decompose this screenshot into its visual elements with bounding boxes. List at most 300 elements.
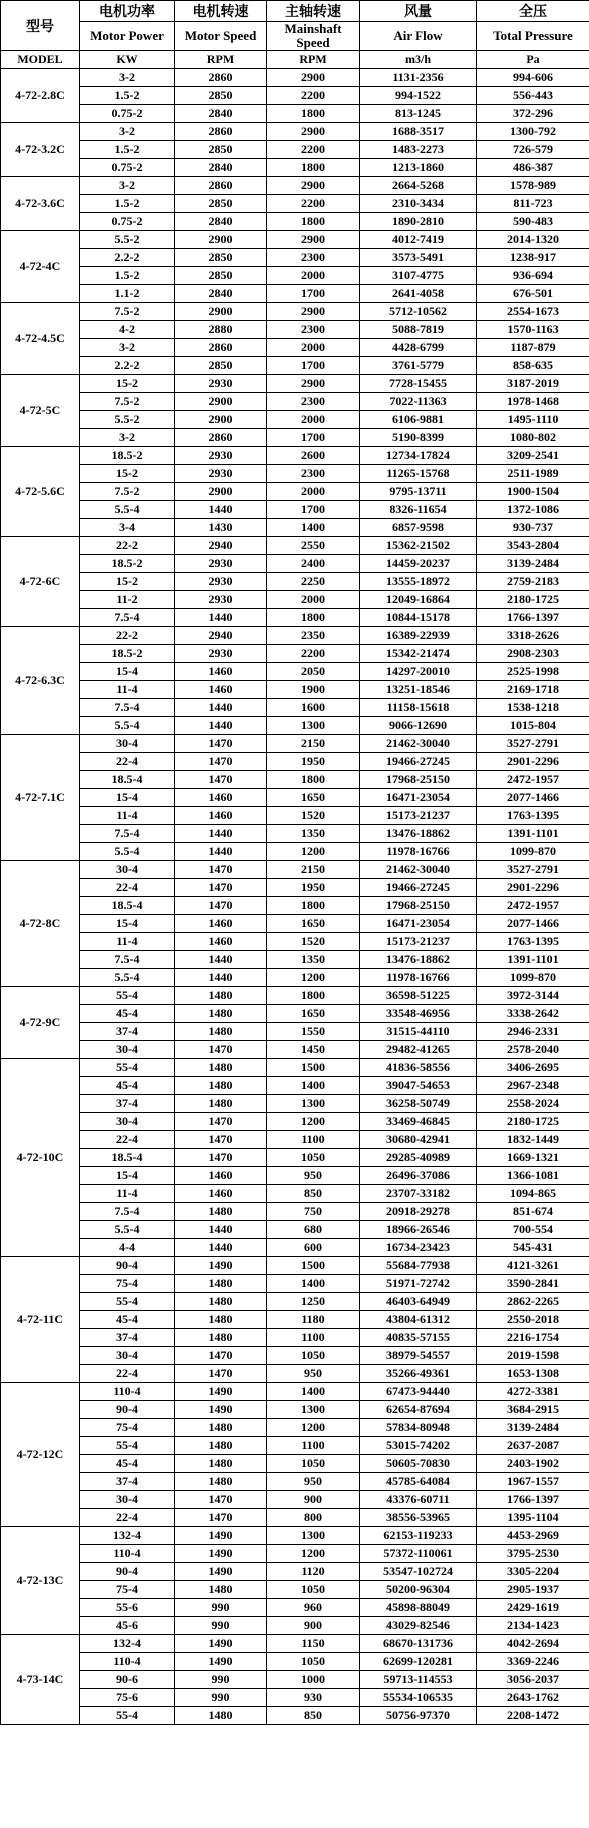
motor-speed-cell: 2860 bbox=[175, 429, 267, 447]
model-header-en: MODEL bbox=[1, 51, 80, 69]
mainshaft-speed-unit: RPM bbox=[267, 51, 360, 69]
total-pressure-cell: 3795-2530 bbox=[477, 1545, 589, 1563]
model-cell: 4-73-14C bbox=[1, 1635, 80, 1725]
air-flow-cell: 2310-3434 bbox=[360, 195, 477, 213]
mainshaft-speed-cell: 1800 bbox=[267, 897, 360, 915]
air-flow-cell: 43376-60711 bbox=[360, 1491, 477, 1509]
motor-power-cell: 18.5-4 bbox=[80, 1149, 175, 1167]
motor-power-cell: 18.5-2 bbox=[80, 645, 175, 663]
air-flow-cell: 6857-9598 bbox=[360, 519, 477, 537]
mainshaft-speed-cell: 950 bbox=[267, 1167, 360, 1185]
motor-power-cell: 15-4 bbox=[80, 915, 175, 933]
motor-speed-header-cn: 电机转速 bbox=[175, 1, 267, 22]
air-flow-cell: 21462-30040 bbox=[360, 861, 477, 879]
air-flow-cell: 11978-16766 bbox=[360, 969, 477, 987]
total-pressure-cell: 2558-2024 bbox=[477, 1095, 589, 1113]
motor-power-cell: 30-4 bbox=[80, 861, 175, 879]
air-flow-cell: 41836-58556 bbox=[360, 1059, 477, 1077]
table-body bbox=[1, 69, 589, 1725]
air-flow-cell: 5712-10562 bbox=[360, 303, 477, 321]
mainshaft-speed-cell: 2400 bbox=[267, 555, 360, 573]
total-pressure-cell: 1395-1104 bbox=[477, 1509, 589, 1527]
model-cell: 4-72-3.2C bbox=[1, 123, 80, 177]
table-row bbox=[1, 753, 589, 771]
table-row bbox=[1, 1617, 589, 1635]
model-cell: 4-72-6C bbox=[1, 537, 80, 627]
mainshaft-speed-cell: 800 bbox=[267, 1509, 360, 1527]
air-flow-cell: 55684-77938 bbox=[360, 1257, 477, 1275]
mainshaft-speed-cell: 680 bbox=[267, 1221, 360, 1239]
air-flow-cell: 14459-20237 bbox=[360, 555, 477, 573]
table-row bbox=[1, 825, 589, 843]
motor-power-cell: 4-4 bbox=[80, 1239, 175, 1257]
motor-speed-cell: 2930 bbox=[175, 375, 267, 393]
table-row bbox=[1, 1041, 589, 1059]
air-flow-cell: 29482-41265 bbox=[360, 1041, 477, 1059]
total-pressure-cell: 1763-1395 bbox=[477, 807, 589, 825]
motor-speed-cell: 2850 bbox=[175, 141, 267, 159]
air-flow-cell: 53547-102724 bbox=[360, 1563, 477, 1581]
air-flow-cell: 11265-15768 bbox=[360, 465, 477, 483]
motor-power-cell: 75-4 bbox=[80, 1419, 175, 1437]
motor-power-cell: 22-2 bbox=[80, 627, 175, 645]
total-pressure-cell: 3056-2037 bbox=[477, 1671, 589, 1689]
mainshaft-speed-cell: 1800 bbox=[267, 987, 360, 1005]
table-row bbox=[1, 1365, 589, 1383]
air-flow-cell: 36258-50749 bbox=[360, 1095, 477, 1113]
table-row bbox=[1, 267, 589, 285]
total-pressure-cell: 2216-1754 bbox=[477, 1329, 589, 1347]
motor-speed-cell: 990 bbox=[175, 1689, 267, 1707]
motor-speed-cell: 1460 bbox=[175, 915, 267, 933]
motor-power-cell: 0.75-2 bbox=[80, 105, 175, 123]
mainshaft-speed-cell: 1400 bbox=[267, 1275, 360, 1293]
table-row bbox=[1, 1545, 589, 1563]
total-pressure-cell: 2901-2296 bbox=[477, 753, 589, 771]
motor-speed-cell: 1460 bbox=[175, 681, 267, 699]
motor-speed-cell: 1470 bbox=[175, 1041, 267, 1059]
air-flow-cell: 4428-6799 bbox=[360, 339, 477, 357]
motor-power-cell: 37-4 bbox=[80, 1095, 175, 1113]
total-pressure-cell: 2429-1619 bbox=[477, 1599, 589, 1617]
mainshaft-speed-cell: 1450 bbox=[267, 1041, 360, 1059]
total-pressure-cell: 2077-1466 bbox=[477, 789, 589, 807]
motor-speed-cell: 1440 bbox=[175, 1239, 267, 1257]
table-row bbox=[1, 843, 589, 861]
table-row bbox=[1, 915, 589, 933]
table-row bbox=[1, 609, 589, 627]
total-pressure-cell: 1080-802 bbox=[477, 429, 589, 447]
motor-speed-cell: 1480 bbox=[175, 1329, 267, 1347]
air-flow-cell: 40835-57155 bbox=[360, 1329, 477, 1347]
table-row bbox=[1, 231, 589, 249]
table-row bbox=[1, 393, 589, 411]
motor-speed-cell: 1460 bbox=[175, 663, 267, 681]
motor-speed-cell: 2900 bbox=[175, 411, 267, 429]
air-flow-cell: 2664-5268 bbox=[360, 177, 477, 195]
air-flow-cell: 9795-13711 bbox=[360, 483, 477, 501]
table-row bbox=[1, 1059, 589, 1077]
mainshaft-speed-cell: 900 bbox=[267, 1617, 360, 1635]
motor-speed-cell: 1490 bbox=[175, 1383, 267, 1401]
mainshaft-speed-cell: 2150 bbox=[267, 861, 360, 879]
motor-speed-cell: 1480 bbox=[175, 1473, 267, 1491]
total-pressure-cell: 1099-870 bbox=[477, 969, 589, 987]
total-pressure-cell: 590-483 bbox=[477, 213, 589, 231]
motor-power-cell: 11-4 bbox=[80, 807, 175, 825]
table-row bbox=[1, 699, 589, 717]
total-pressure-cell: 3305-2204 bbox=[477, 1563, 589, 1581]
air-flow-cell: 38556-53965 bbox=[360, 1509, 477, 1527]
total-pressure-header-cn: 全压 bbox=[477, 1, 589, 22]
table-row bbox=[1, 1401, 589, 1419]
mainshaft-speed-cell: 1800 bbox=[267, 609, 360, 627]
motor-power-cell: 3-2 bbox=[80, 123, 175, 141]
table-row bbox=[1, 1221, 589, 1239]
mainshaft-speed-cell: 2000 bbox=[267, 411, 360, 429]
table-row bbox=[1, 519, 589, 537]
model-cell: 4-72-11C bbox=[1, 1257, 80, 1383]
table-row bbox=[1, 1257, 589, 1275]
motor-power-cell: 45-6 bbox=[80, 1617, 175, 1635]
motor-power-cell: 7.5-4 bbox=[80, 951, 175, 969]
motor-power-cell: 3-2 bbox=[80, 429, 175, 447]
motor-power-cell: 18.5-4 bbox=[80, 897, 175, 915]
motor-power-cell: 15-4 bbox=[80, 789, 175, 807]
motor-speed-cell: 1440 bbox=[175, 969, 267, 987]
motor-speed-cell: 1490 bbox=[175, 1635, 267, 1653]
total-pressure-cell: 1653-1308 bbox=[477, 1365, 589, 1383]
motor-speed-cell: 990 bbox=[175, 1599, 267, 1617]
air-flow-cell: 13476-18862 bbox=[360, 951, 477, 969]
mainshaft-speed-cell: 1800 bbox=[267, 213, 360, 231]
total-pressure-cell: 3369-2246 bbox=[477, 1653, 589, 1671]
motor-power-cell: 22-2 bbox=[80, 537, 175, 555]
total-pressure-cell: 1391-1101 bbox=[477, 825, 589, 843]
motor-speed-cell: 1440 bbox=[175, 825, 267, 843]
table-row bbox=[1, 1653, 589, 1671]
air-flow-cell: 15362-21502 bbox=[360, 537, 477, 555]
total-pressure-cell: 4042-2694 bbox=[477, 1635, 589, 1653]
motor-power-cell: 30-4 bbox=[80, 1113, 175, 1131]
motor-speed-cell: 2850 bbox=[175, 357, 267, 375]
motor-power-cell: 132-4 bbox=[80, 1635, 175, 1653]
motor-power-cell: 110-4 bbox=[80, 1383, 175, 1401]
motor-power-cell: 45-4 bbox=[80, 1005, 175, 1023]
total-pressure-cell: 2525-1998 bbox=[477, 663, 589, 681]
motor-speed-cell: 1440 bbox=[175, 951, 267, 969]
motor-power-cell: 5.5-4 bbox=[80, 717, 175, 735]
motor-power-cell: 5.5-4 bbox=[80, 969, 175, 987]
total-pressure-cell: 3590-2841 bbox=[477, 1275, 589, 1293]
motor-power-cell: 0.75-2 bbox=[80, 213, 175, 231]
table-row bbox=[1, 537, 589, 555]
table-row bbox=[1, 375, 589, 393]
air-flow-cell: 16389-22939 bbox=[360, 627, 477, 645]
mainshaft-speed-cell: 1100 bbox=[267, 1329, 360, 1347]
table-row bbox=[1, 285, 589, 303]
motor-speed-cell: 1470 bbox=[175, 735, 267, 753]
motor-power-cell: 55-6 bbox=[80, 1599, 175, 1617]
motor-power-cell: 11-2 bbox=[80, 591, 175, 609]
table-row bbox=[1, 213, 589, 231]
mainshaft-speed-cell: 1550 bbox=[267, 1023, 360, 1041]
motor-speed-cell: 2900 bbox=[175, 483, 267, 501]
motor-power-cell: 15-2 bbox=[80, 375, 175, 393]
model-cell: 4-72-13C bbox=[1, 1527, 80, 1635]
motor-speed-cell: 1480 bbox=[175, 1077, 267, 1095]
motor-speed-cell: 1470 bbox=[175, 771, 267, 789]
mainshaft-speed-cell: 1650 bbox=[267, 1005, 360, 1023]
total-pressure-cell: 2208-1472 bbox=[477, 1707, 589, 1725]
total-pressure-cell: 1300-792 bbox=[477, 123, 589, 141]
table-row bbox=[1, 951, 589, 969]
total-pressure-unit: Pa bbox=[477, 51, 589, 69]
air-flow-cell: 11978-16766 bbox=[360, 843, 477, 861]
mainshaft-speed-cell: 1700 bbox=[267, 501, 360, 519]
mainshaft-speed-cell: 1050 bbox=[267, 1581, 360, 1599]
motor-speed-cell: 1490 bbox=[175, 1653, 267, 1671]
total-pressure-cell: 1238-917 bbox=[477, 249, 589, 267]
mainshaft-speed-cell: 850 bbox=[267, 1707, 360, 1725]
motor-power-cell: 18.5-2 bbox=[80, 447, 175, 465]
mainshaft-speed-cell: 2050 bbox=[267, 663, 360, 681]
motor-speed-cell: 1460 bbox=[175, 789, 267, 807]
table-row bbox=[1, 123, 589, 141]
mainshaft-speed-cell: 2150 bbox=[267, 735, 360, 753]
air-flow-cell: 33548-46956 bbox=[360, 1005, 477, 1023]
table-row bbox=[1, 663, 589, 681]
motor-power-cell: 1.5-2 bbox=[80, 195, 175, 213]
motor-power-cell: 22-4 bbox=[80, 753, 175, 771]
motor-power-cell: 11-4 bbox=[80, 681, 175, 699]
mainshaft-speed-cell: 1520 bbox=[267, 933, 360, 951]
model-cell: 4-72-3.6C bbox=[1, 177, 80, 231]
motor-speed-cell: 1470 bbox=[175, 897, 267, 915]
motor-speed-cell: 1470 bbox=[175, 1365, 267, 1383]
mainshaft-speed-cell: 1300 bbox=[267, 1527, 360, 1545]
total-pressure-cell: 1366-1081 bbox=[477, 1167, 589, 1185]
motor-speed-cell: 1470 bbox=[175, 1491, 267, 1509]
total-pressure-cell: 2019-1598 bbox=[477, 1347, 589, 1365]
total-pressure-cell: 3684-2915 bbox=[477, 1401, 589, 1419]
total-pressure-cell: 2550-2018 bbox=[477, 1311, 589, 1329]
air-flow-cell: 50605-70830 bbox=[360, 1455, 477, 1473]
motor-power-cell: 3-2 bbox=[80, 339, 175, 357]
air-flow-cell: 67473-94440 bbox=[360, 1383, 477, 1401]
table-row bbox=[1, 69, 589, 87]
total-pressure-cell: 2077-1466 bbox=[477, 915, 589, 933]
motor-speed-cell: 1490 bbox=[175, 1257, 267, 1275]
motor-speed-cell: 1490 bbox=[175, 1545, 267, 1563]
total-pressure-cell: 3527-2791 bbox=[477, 861, 589, 879]
motor-power-cell: 30-4 bbox=[80, 1347, 175, 1365]
total-pressure-cell: 3318-2626 bbox=[477, 627, 589, 645]
motor-power-cell: 55-4 bbox=[80, 1293, 175, 1311]
air-flow-cell: 46403-64949 bbox=[360, 1293, 477, 1311]
total-pressure-cell: 2180-1725 bbox=[477, 1113, 589, 1131]
mainshaft-speed-cell: 930 bbox=[267, 1689, 360, 1707]
air-flow-cell: 17968-25150 bbox=[360, 897, 477, 915]
motor-power-cell: 15-4 bbox=[80, 1167, 175, 1185]
total-pressure-cell: 2472-1957 bbox=[477, 771, 589, 789]
mainshaft-speed-cell: 1200 bbox=[267, 1113, 360, 1131]
motor-speed-cell: 1490 bbox=[175, 1401, 267, 1419]
table-row bbox=[1, 1581, 589, 1599]
motor-power-header-en: Motor Power bbox=[80, 22, 175, 51]
air-flow-cell: 13555-18972 bbox=[360, 573, 477, 591]
air-flow-cell: 9066-12690 bbox=[360, 717, 477, 735]
total-pressure-cell: 1766-1397 bbox=[477, 609, 589, 627]
motor-power-cell: 15-4 bbox=[80, 663, 175, 681]
air-flow-cell: 6106-9881 bbox=[360, 411, 477, 429]
motor-power-cell: 45-4 bbox=[80, 1311, 175, 1329]
mainshaft-speed-cell: 1200 bbox=[267, 843, 360, 861]
mainshaft-speed-cell: 1650 bbox=[267, 789, 360, 807]
motor-speed-cell: 1470 bbox=[175, 1149, 267, 1167]
motor-speed-cell: 1440 bbox=[175, 501, 267, 519]
motor-power-cell: 4-2 bbox=[80, 321, 175, 339]
motor-speed-cell: 1480 bbox=[175, 1455, 267, 1473]
air-flow-cell: 68670-131736 bbox=[360, 1635, 477, 1653]
motor-power-cell: 22-4 bbox=[80, 1509, 175, 1527]
mainshaft-speed-header-en: Mainshaft Speed bbox=[267, 22, 360, 51]
table-row bbox=[1, 339, 589, 357]
table-row bbox=[1, 1707, 589, 1725]
mainshaft-speed-cell: 1400 bbox=[267, 1077, 360, 1095]
table-row bbox=[1, 105, 589, 123]
mainshaft-speed-cell: 960 bbox=[267, 1599, 360, 1617]
mainshaft-speed-cell: 1350 bbox=[267, 951, 360, 969]
mainshaft-speed-cell: 1180 bbox=[267, 1311, 360, 1329]
table-row bbox=[1, 735, 589, 753]
motor-speed-cell: 2840 bbox=[175, 213, 267, 231]
air-flow-cell: 19466-27245 bbox=[360, 753, 477, 771]
motor-power-cell: 37-4 bbox=[80, 1473, 175, 1491]
motor-power-cell: 75-4 bbox=[80, 1581, 175, 1599]
air-flow-cell: 5190-8399 bbox=[360, 429, 477, 447]
mainshaft-speed-cell: 1200 bbox=[267, 969, 360, 987]
air-flow-cell: 26496-37086 bbox=[360, 1167, 477, 1185]
air-flow-cell: 2641-4058 bbox=[360, 285, 477, 303]
mainshaft-speed-cell: 1800 bbox=[267, 771, 360, 789]
motor-power-cell: 5.5-4 bbox=[80, 501, 175, 519]
mainshaft-speed-cell: 1950 bbox=[267, 879, 360, 897]
motor-power-cell: 7.5-4 bbox=[80, 825, 175, 843]
total-pressure-cell: 3527-2791 bbox=[477, 735, 589, 753]
total-pressure-cell: 3972-3144 bbox=[477, 987, 589, 1005]
mainshaft-speed-cell: 1600 bbox=[267, 699, 360, 717]
motor-speed-cell: 1480 bbox=[175, 987, 267, 1005]
total-pressure-cell: 858-635 bbox=[477, 357, 589, 375]
air-flow-cell: 1890-2810 bbox=[360, 213, 477, 231]
motor-power-cell: 5.5-2 bbox=[80, 231, 175, 249]
motor-power-cell: 55-4 bbox=[80, 1707, 175, 1725]
table-row bbox=[1, 177, 589, 195]
air-flow-cell: 43804-61312 bbox=[360, 1311, 477, 1329]
motor-power-cell: 75-4 bbox=[80, 1275, 175, 1293]
total-pressure-cell: 2134-1423 bbox=[477, 1617, 589, 1635]
air-flow-cell: 1688-3517 bbox=[360, 123, 477, 141]
mainshaft-speed-cell: 2000 bbox=[267, 267, 360, 285]
table-row bbox=[1, 1383, 589, 1401]
table-row bbox=[1, 1077, 589, 1095]
air-flow-cell: 55534-106535 bbox=[360, 1689, 477, 1707]
air-flow-cell: 59713-114553 bbox=[360, 1671, 477, 1689]
air-flow-cell: 38979-54557 bbox=[360, 1347, 477, 1365]
motor-speed-cell: 1480 bbox=[175, 1707, 267, 1725]
model-cell: 4-72-6.3C bbox=[1, 627, 80, 735]
motor-speed-cell: 2860 bbox=[175, 123, 267, 141]
motor-power-cell: 5.5-2 bbox=[80, 411, 175, 429]
table-row bbox=[1, 1005, 589, 1023]
table-row bbox=[1, 1203, 589, 1221]
motor-speed-cell: 1490 bbox=[175, 1527, 267, 1545]
mainshaft-speed-cell: 2300 bbox=[267, 249, 360, 267]
total-pressure-cell: 2554-1673 bbox=[477, 303, 589, 321]
air-flow-cell: 16471-23054 bbox=[360, 915, 477, 933]
mainshaft-speed-cell: 2200 bbox=[267, 645, 360, 663]
total-pressure-cell: 4121-3261 bbox=[477, 1257, 589, 1275]
air-flow-cell: 16471-23054 bbox=[360, 789, 477, 807]
table-row bbox=[1, 1149, 589, 1167]
air-flow-cell: 3573-5491 bbox=[360, 249, 477, 267]
motor-speed-cell: 1480 bbox=[175, 1311, 267, 1329]
table-row bbox=[1, 1563, 589, 1581]
motor-power-cell: 3-2 bbox=[80, 177, 175, 195]
mainshaft-speed-cell: 1000 bbox=[267, 1671, 360, 1689]
motor-power-cell: 1.5-2 bbox=[80, 87, 175, 105]
motor-power-cell: 7.5-2 bbox=[80, 483, 175, 501]
motor-power-cell: 55-4 bbox=[80, 987, 175, 1005]
air-flow-cell: 50200-96304 bbox=[360, 1581, 477, 1599]
mainshaft-speed-cell: 1050 bbox=[267, 1347, 360, 1365]
motor-speed-unit: RPM bbox=[175, 51, 267, 69]
mainshaft-speed-cell: 1800 bbox=[267, 105, 360, 123]
mainshaft-speed-cell: 2000 bbox=[267, 339, 360, 357]
motor-speed-cell: 2860 bbox=[175, 69, 267, 87]
mainshaft-speed-cell: 2200 bbox=[267, 195, 360, 213]
motor-speed-cell: 1440 bbox=[175, 717, 267, 735]
table-row bbox=[1, 87, 589, 105]
total-pressure-cell: 1669-1321 bbox=[477, 1149, 589, 1167]
motor-power-cell: 1.5-2 bbox=[80, 267, 175, 285]
air-flow-cell: 29285-40989 bbox=[360, 1149, 477, 1167]
motor-speed-cell: 1430 bbox=[175, 519, 267, 537]
motor-speed-cell: 2930 bbox=[175, 591, 267, 609]
motor-speed-cell: 1480 bbox=[175, 1293, 267, 1311]
air-flow-cell: 813-1245 bbox=[360, 105, 477, 123]
mainshaft-speed-cell: 2300 bbox=[267, 321, 360, 339]
air-flow-cell: 45785-64084 bbox=[360, 1473, 477, 1491]
mainshaft-speed-cell: 2000 bbox=[267, 483, 360, 501]
motor-speed-cell: 2940 bbox=[175, 537, 267, 555]
table-row bbox=[1, 1311, 589, 1329]
mainshaft-speed-cell: 1500 bbox=[267, 1059, 360, 1077]
air-flow-cell: 62699-120281 bbox=[360, 1653, 477, 1671]
motor-speed-cell: 1480 bbox=[175, 1419, 267, 1437]
table-row bbox=[1, 447, 589, 465]
air-flow-cell: 45898-88049 bbox=[360, 1599, 477, 1617]
motor-speed-cell: 1470 bbox=[175, 1347, 267, 1365]
air-flow-cell: 36598-51225 bbox=[360, 987, 477, 1005]
air-flow-cell: 7728-15455 bbox=[360, 375, 477, 393]
motor-speed-cell: 2860 bbox=[175, 177, 267, 195]
table-row bbox=[1, 987, 589, 1005]
motor-power-cell: 7.5-4 bbox=[80, 609, 175, 627]
motor-power-cell: 90-6 bbox=[80, 1671, 175, 1689]
table-row bbox=[1, 1455, 589, 1473]
